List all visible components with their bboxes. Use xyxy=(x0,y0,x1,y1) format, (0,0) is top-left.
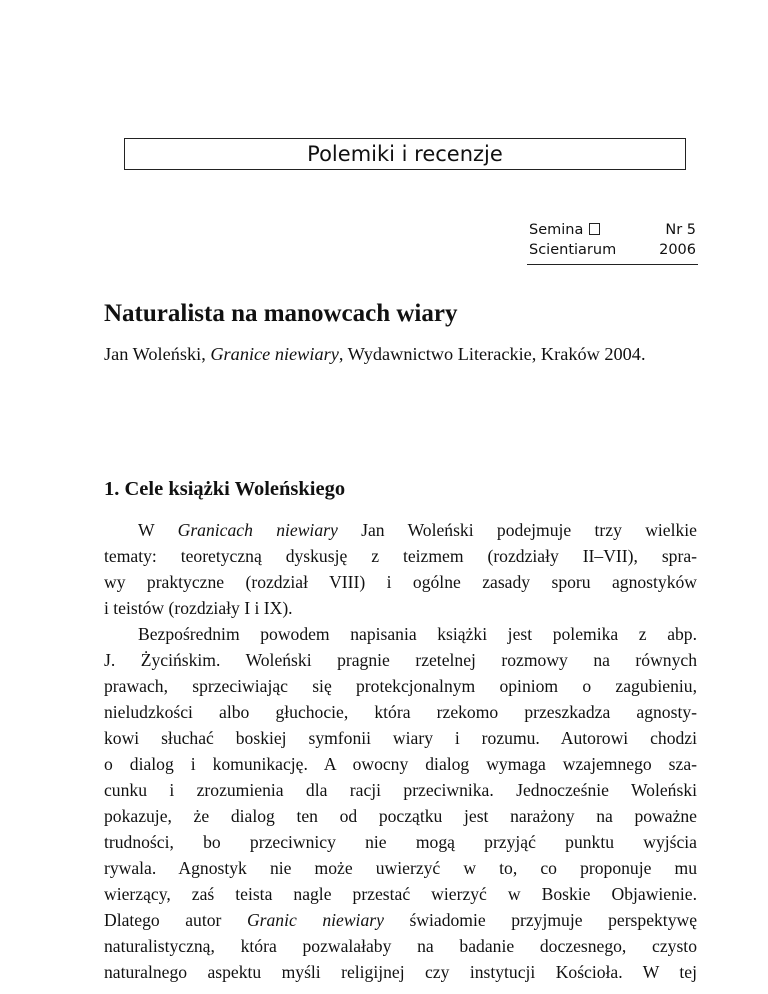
citation-book-title: Granice niewiary xyxy=(210,344,339,364)
text-line xyxy=(104,517,697,543)
text-line: cunku i zrozumienia dla racji przeciwnika. Jednocześnie Woleński xyxy=(104,780,697,800)
text-line: pokazuje, że dialog ten od początku jest narażony na poważne xyxy=(104,806,697,826)
square-icon xyxy=(589,223,600,235)
citation-publisher: , Wydawnictwo Literackie, Kraków 2004. xyxy=(338,344,646,364)
citation-author: Jan Woleński, xyxy=(104,344,211,364)
journal-info xyxy=(527,220,698,265)
text-line xyxy=(104,907,697,933)
journal-year: 2006 xyxy=(659,242,696,258)
journal-name-line1: Semina xyxy=(529,222,584,238)
text-line: naturalistyczną, która pozwalałaby na badanie doczesnego, czysto xyxy=(104,936,697,956)
text-span: W xyxy=(138,520,178,540)
text-line: wierzący, zaś teista nagle przestać wierzyć w Boskie Objawienie. xyxy=(104,884,697,904)
text-line: trudności, bo przeciwnicy nie mogą przyjąć punktu wyjścia xyxy=(104,832,697,852)
text-line: wy praktyczne (rozdział VIII) i ogólne zasady sporu agnostyków xyxy=(104,572,697,592)
article-body xyxy=(104,517,697,985)
section-header: Polemiki i recenzje xyxy=(124,138,686,170)
article-title: Naturalista na manowcach wiary xyxy=(104,300,458,327)
section-heading: 1. Cele książki Woleńskiego xyxy=(104,478,346,500)
text-line: rywala. Agnostyk nie może uwierzyć w to, co proponuje mu xyxy=(104,858,697,878)
book-citation xyxy=(104,342,687,367)
journal-issue: Nr 5 xyxy=(665,222,696,238)
text-line: nieludzkości albo głuchocie, która rzekomo przeszkadza agnosty- xyxy=(104,702,697,722)
text-line: i teistów (rozdziały I i IX). xyxy=(104,598,293,618)
text-line: tematy: teoretyczną dyskusję z teizmem (rozdziały II–VII), spra- xyxy=(104,546,697,566)
text-line: naturalnego aspektu myśli religijnej czy instytucji Kościoła. W tej xyxy=(104,962,697,982)
text-line: kowi słuchać boskiej symfonii wiary i rozumu. Autorowi chodzi xyxy=(104,728,697,748)
text-span: Jan Woleński podejmuje trzy wielkie xyxy=(337,520,697,540)
text-line: prawach, sprzeciwiając się protekcjonalnym opiniom o zagubieniu, xyxy=(104,676,697,696)
text-span: świadomie przyjmuje perspektywę xyxy=(383,910,698,930)
text-line: J. Życińskim. Woleński pragnie rzetelnej rozmowy na równych xyxy=(104,650,697,670)
italic-book-title: Granicach niewiary xyxy=(177,520,338,540)
text-line: o dialog i komunikację. A owocny dialog wymaga wzajemnego sza- xyxy=(104,754,697,774)
journal-name-line2: Scientiarum xyxy=(529,242,617,258)
italic-book-title: Granic niewiary xyxy=(246,910,384,930)
text-line: Bezpośrednim powodem napisania książki jest polemika z abp. xyxy=(138,624,697,644)
text-span: Dlatego autor xyxy=(104,910,247,930)
